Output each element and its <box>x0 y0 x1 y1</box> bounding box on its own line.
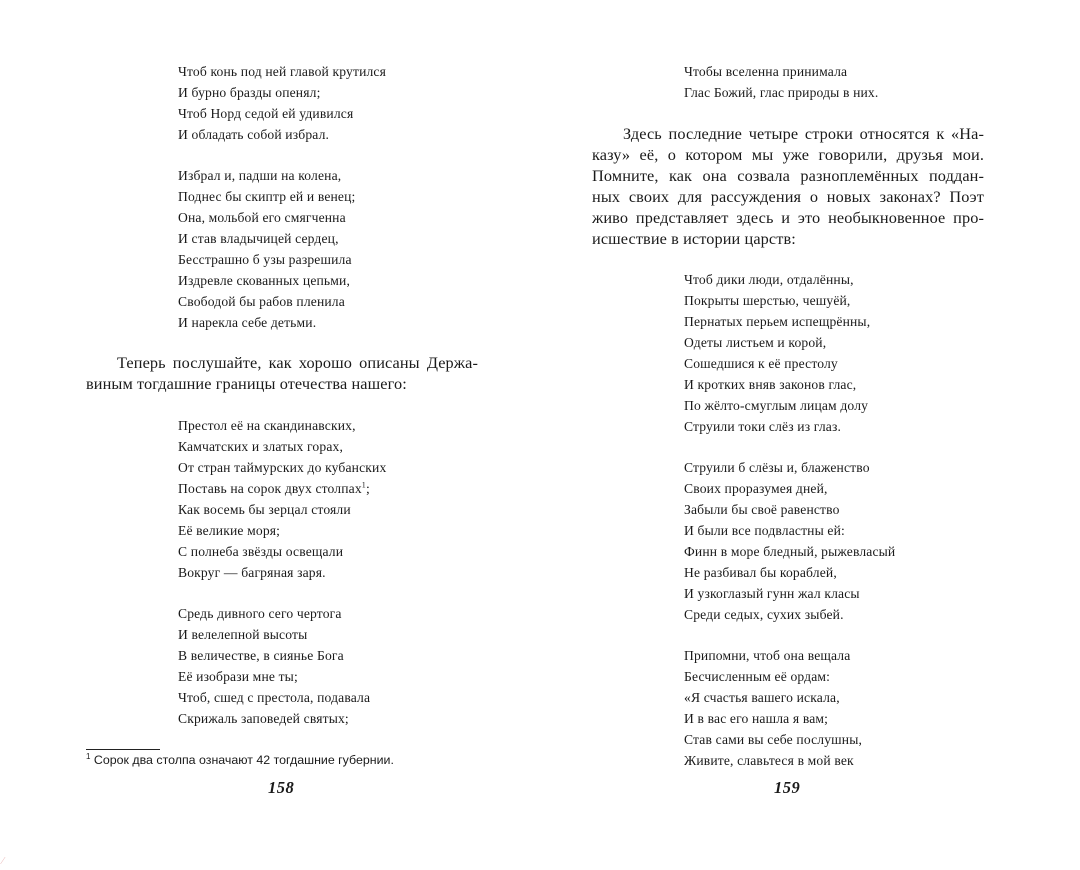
poem-line: И нарекла себе детьми. <box>178 315 317 330</box>
poem-line: От стран таймурских до кубанских <box>178 460 387 475</box>
poem-line-text: Поставь на сорок двух столпах <box>178 481 362 496</box>
footnote <box>86 753 394 767</box>
poem-line: Бесстрашно б узы разрешила <box>178 252 352 267</box>
poem-line: Поднес бы скиптр ей и венец; <box>178 189 356 204</box>
poem-line: И бурно бразды опенял; <box>178 85 321 100</box>
poem-line: Припомни, чтоб она вещала <box>684 648 851 663</box>
poem-line: Чтоб Норд седой ей удивился <box>178 106 354 121</box>
poem-line: И став владычицей сердец, <box>178 231 339 246</box>
prose-paragraph <box>86 352 478 394</box>
poem-line: Престол её на скандинавских, <box>178 418 356 433</box>
prose-paragraph <box>592 123 984 249</box>
poem-line: Одеты листьем и корой, <box>684 335 827 350</box>
footnote-divider <box>86 749 160 750</box>
poem-line: Чтоб дики люди, отдалённы, <box>684 272 854 287</box>
poem-line: И узкоглазый гунн жал класы <box>684 586 860 601</box>
poem-stanza <box>684 269 870 437</box>
prose-line: виным тогдашние границы отечества нашего: <box>86 374 407 393</box>
poem-line: Став сами вы себе послушны, <box>684 732 863 747</box>
poem-line: Среди седых, сухих зыбей. <box>684 607 844 622</box>
poem-line: С полнеба звёзды освещали <box>178 544 344 559</box>
poem-line-with-note <box>178 478 386 499</box>
poem-stanza <box>178 415 386 583</box>
prose-line: исшествие в истории царств: <box>592 229 796 248</box>
poem-stanza <box>178 603 370 729</box>
poem-line: Издревле скованных цепьми, <box>178 273 350 288</box>
poem-line: В величестве, в сиянье Бога <box>178 648 344 663</box>
prose-line: живо представляет здесь и это необыкновенное про- <box>592 208 984 227</box>
poem-line: Она, мольбой его смягченна <box>178 210 346 225</box>
poem-line: Скрижаль заповедей святых; <box>178 711 349 726</box>
poem-line: Как восемь бы зерцал стояли <box>178 502 351 517</box>
poem-line: И обладать собой избрал. <box>178 127 330 142</box>
poem-line: Вокруг — багряная заря. <box>178 565 326 580</box>
page-number: 159 <box>774 778 801 797</box>
footnote-mark: 1 <box>86 751 91 761</box>
poem-stanza <box>684 645 862 771</box>
poem-line: Своих проразумея дней, <box>684 481 828 496</box>
poem-line: И были все подвластны ей: <box>684 523 845 538</box>
poem-line: Глас Божий, глас природы в них. <box>684 85 879 100</box>
poem-line: И кротких вняв законов глас, <box>684 377 857 392</box>
poem-line: Покрыты шерстью, чешуёй, <box>684 293 851 308</box>
poem-line: Живите, славьтеся в мой век <box>684 753 854 768</box>
page-number: 158 <box>268 778 295 797</box>
poem-line: Свободой бы рабов пленила <box>178 294 345 309</box>
poem-line: Чтоб, сшед с престола, подавала <box>178 690 371 705</box>
right-page <box>540 0 1080 870</box>
poem-line: «Я счастья вашего искала, <box>684 690 840 705</box>
footnote-text: Сорок два столпа означают 42 тогдашние губернии. <box>90 753 394 767</box>
poem-line: Струили токи слёз из глаз. <box>684 419 842 434</box>
prose-line: Теперь послушайте, как хорошо описаны Держа- <box>117 353 478 372</box>
poem-line: Не разбивал бы кораблей, <box>684 565 837 580</box>
poem-line: И велелепной высоты <box>178 627 308 642</box>
footnote-reference[interactable]: 1 <box>361 480 366 490</box>
poem-stanza <box>178 165 355 333</box>
prose-line: ных своих для рассуждения о новых законах? Поэт <box>592 187 984 206</box>
poem-line: Чтоб конь под ней главой крутился <box>178 64 387 79</box>
poem-line: Забыли бы своё равенство <box>684 502 840 517</box>
scan-mark-icon: ⁄ <box>2 856 4 867</box>
poem-line: Пернатых перьем испещрённы, <box>684 314 871 329</box>
poem-line-punctuation: ; <box>365 481 370 496</box>
poem-line: По жёлто-смуглым лицам долу <box>684 398 869 413</box>
poem-stanza <box>684 61 878 103</box>
poem-line: Её великие моря; <box>178 523 281 538</box>
poem-line: Камчатских и златых горах, <box>178 439 343 454</box>
prose-line: Помните, как она созвала разноплемённых поддан- <box>592 166 984 185</box>
poem-line: Её изобрази мне ты; <box>178 669 298 684</box>
poem-line: Финн в море бледный, рыжевласый <box>684 544 896 559</box>
poem-line: Бесчисленным её ордам: <box>684 669 831 684</box>
prose-line: Здесь последние четыре строки относятся к «На- <box>623 124 984 143</box>
poem-stanza <box>178 61 386 145</box>
poem-line: Чтобы вселенна принимала <box>684 64 848 79</box>
poem-line: И в вас его нашла я вам; <box>684 711 829 726</box>
poem-line: Струили б слёзы и, блаженство <box>684 460 870 475</box>
poem-line: Избрал и, падши на колена, <box>178 168 342 183</box>
poem-line: Сошедшися к её престолу <box>684 356 838 371</box>
prose-line: казу» её, о котором мы уже говорили, друзья мои. <box>592 145 984 164</box>
poem-line: Средь дивного сего чертога <box>178 606 342 621</box>
poem-stanza <box>684 457 895 625</box>
